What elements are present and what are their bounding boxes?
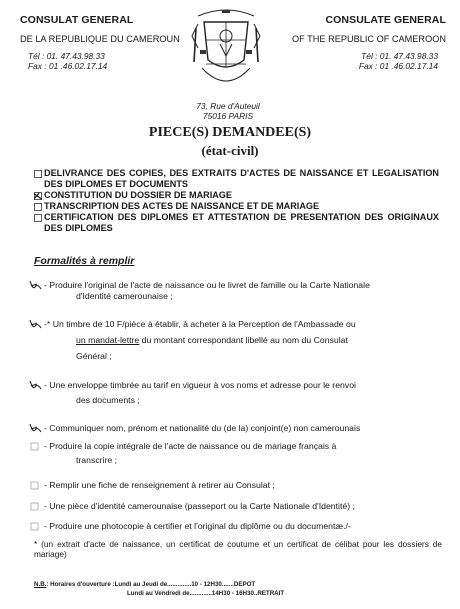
item-text: du montant correspondant libellé au nom du Consulat xyxy=(139,335,348,345)
handwritten-tick-icon xyxy=(28,423,44,434)
list-item xyxy=(28,280,438,302)
hours-times-deposit: 10 - 12H30.......DEPOT xyxy=(191,581,256,588)
hours-days-deposit: Lundi au Jeudi de.............. xyxy=(114,581,192,588)
address-street: 73, Rue d'Auteuil xyxy=(196,101,260,111)
formalities-heading: Formalités à remplir xyxy=(34,255,135,267)
hours-times-pickup: 14H30 - 16H30..RETRAIT xyxy=(211,589,285,597)
item-text: transcrire ; xyxy=(76,455,118,465)
opening-hours xyxy=(34,581,284,598)
tel-right: Tél : 01. 47.43.98.33 xyxy=(361,51,438,61)
checklist-item-label: TRANSCRIPTION DES ACTES DE NAISSANCE ET DE MARIAGE xyxy=(44,201,320,211)
nb-label: N.B. xyxy=(34,581,47,588)
item-text: - Produire une photocopie à certifier et l'original du diplôme ou du documentæ./- xyxy=(44,521,351,531)
item-text: des documents ; xyxy=(76,395,140,405)
fax-right: Fax : 01 .46.02.17.14 xyxy=(358,61,438,71)
item-text-line xyxy=(44,335,438,346)
document-title: PIECE(S) DEMANDEE(S) xyxy=(148,125,312,140)
header-right xyxy=(266,14,446,71)
item-text: - Communiquer nom, prénom et nationalité du (de la) conjoint(e) non camerounais xyxy=(44,423,361,433)
footnote: * (un extrait d'acte de naissance, un certificat de coutume et un certificat de célibat pour les dossiers de mariage) xyxy=(34,539,442,559)
handwritten-tick-icon xyxy=(28,380,44,391)
checkbox-icon[interactable] xyxy=(34,212,44,223)
mandat-lettre-underlined: un mandat-lettre xyxy=(76,335,140,345)
faint-checkbox-icon xyxy=(28,521,44,532)
fax-left: Fax : 01 .46.02.17.14 xyxy=(28,61,108,71)
hours-row-pickup xyxy=(34,590,284,599)
list-item xyxy=(28,441,438,466)
formalities-list xyxy=(28,280,438,532)
list-item xyxy=(28,319,438,362)
checklist-item-label: CERTIFICATION DES DIPLOMES ET ATTESTATION DE PRESENTATION DES ORIGINAUX DES DIPLOMES xyxy=(44,212,439,233)
list-item xyxy=(28,501,438,512)
checklist-item-label: CONSTITUTION DU DOSSIER DE MARIAGE xyxy=(44,190,232,200)
hours-row-deposit xyxy=(34,581,284,590)
list-item xyxy=(28,423,438,434)
request-checklist xyxy=(34,168,439,234)
item-text: Général ; xyxy=(76,351,112,361)
handwritten-tick-icon xyxy=(28,319,44,330)
checkbox-icon[interactable] xyxy=(34,201,44,212)
checklist-item[interactable] xyxy=(34,190,439,201)
address-city: 75016 PARIS xyxy=(202,111,254,121)
checklist-item[interactable] xyxy=(34,201,439,212)
list-item xyxy=(28,480,438,491)
checklist-item-label: DELIVRANCE DES COPIES, DES EXTRAITS D'ACTES DE NAISSANCE ET LEGALISATION DES DIPLOMES ET DOCUMENTS xyxy=(44,168,439,189)
consulate-title-fr: CONSULAT GENERAL xyxy=(20,14,134,26)
coat-of-arms-seal xyxy=(184,2,268,98)
checkbox-icon[interactable] xyxy=(34,168,44,179)
checklist-item[interactable] xyxy=(34,168,439,190)
list-item xyxy=(28,380,438,406)
hours-days-pickup: Lundi au Vendredi de............. xyxy=(127,589,212,597)
contact-right xyxy=(266,51,446,71)
faint-checkbox-icon xyxy=(28,480,44,491)
item-text: -* Un timbre de 10 F/pièce à établir, à acheter à la Perception de l'Ambassade ou xyxy=(44,319,356,329)
item-text: - Une pièce d'identité camerounaise (passeport ou la Carte Nationale d'Identité) ; xyxy=(44,501,355,511)
consulate-address xyxy=(178,101,278,121)
consulate-title-en: CONSULATE GENERAL xyxy=(325,14,446,26)
list-item xyxy=(28,521,438,532)
item-text: d'Identité camerounaise ; xyxy=(76,291,173,301)
document-subtitle: (état-civil) xyxy=(201,143,259,158)
checklist-item[interactable] xyxy=(34,212,439,234)
faint-checkbox-icon xyxy=(28,441,44,452)
item-text: - Une enveloppe timbrée au tarif en vigueur à vos noms et adresse pour le renvoi xyxy=(44,380,356,390)
tel-left: Tél : 01. 47.43.98.33 xyxy=(28,51,105,61)
checked-checkbox-icon[interactable] xyxy=(34,190,44,201)
item-text: - Produire l'original de l'acte de naissance ou le livret de famille ou la Carte Nationale xyxy=(44,280,370,290)
hours-label: : Horaires d'ouverture : xyxy=(46,581,115,588)
republic-name-fr: DE LA REPUBLIQUE DU CAMEROUN xyxy=(20,34,180,44)
republic-name-en: OF THE REPUBLIC OF CAMEROON xyxy=(292,34,446,44)
faint-checkbox-icon xyxy=(28,501,44,512)
handwritten-tick-icon xyxy=(28,280,44,291)
item-text: - Remplir une fiche de renseignement à retirer au Consulat ; xyxy=(44,480,275,490)
item-text: - Produire la copie intégrale de l'acte de naissance ou de mariage français à xyxy=(44,441,337,451)
